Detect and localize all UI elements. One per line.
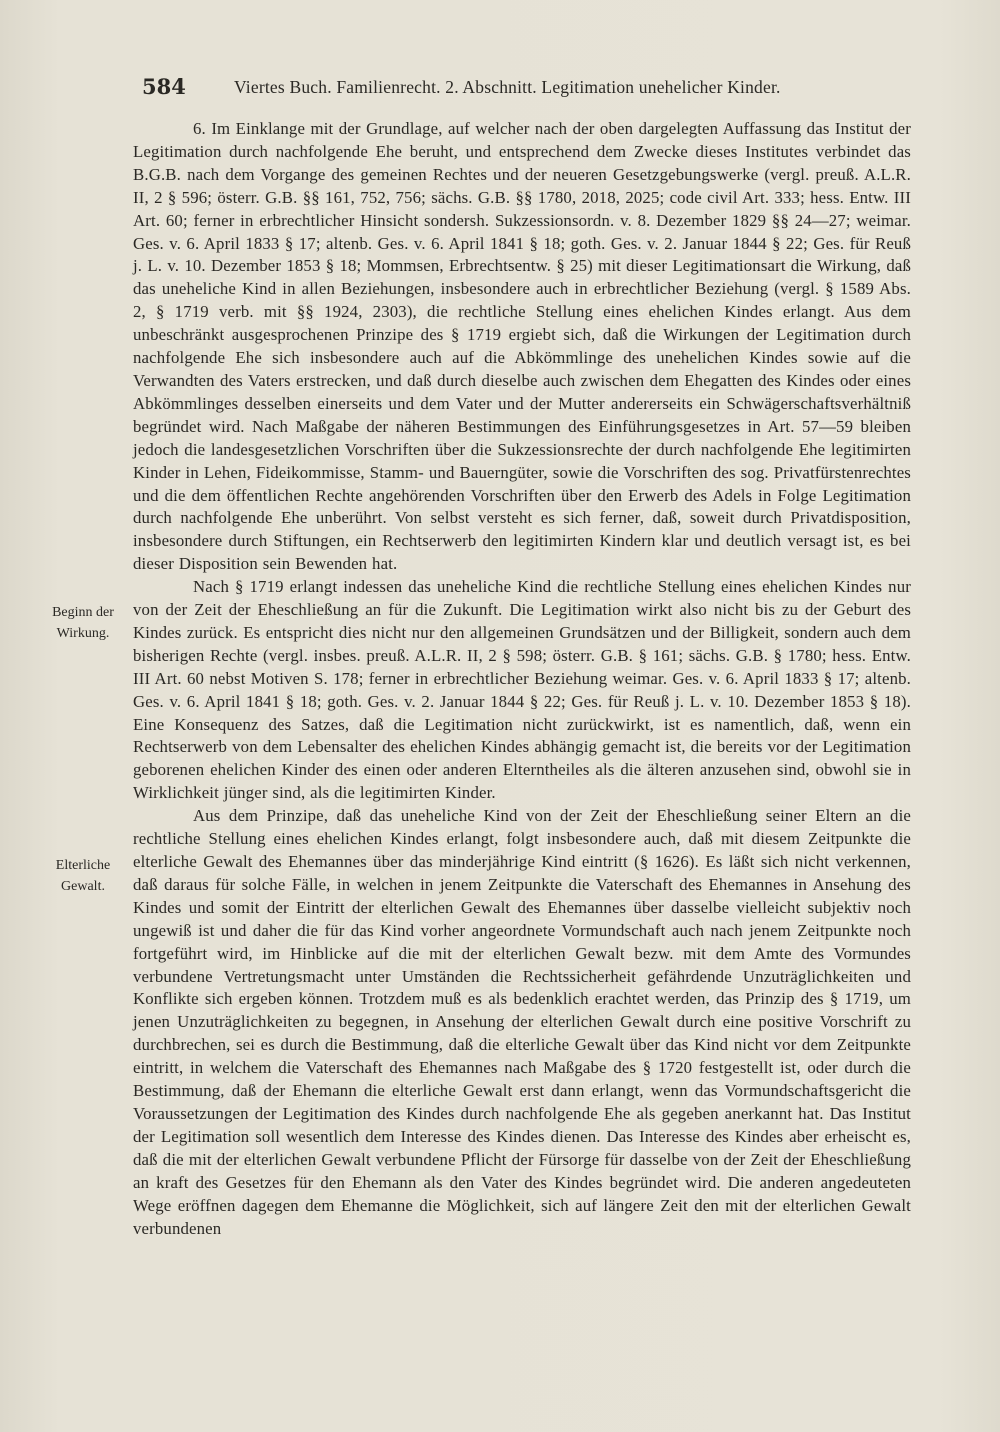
margin-note-beginn-der-wirkung: Beginn der Wirkung.	[52, 605, 114, 641]
margin-note-elterliche-gewalt: Elterliche Gewalt.	[55, 858, 111, 894]
paragraph-beginning-of-effect: Nach § 1719 erlangt indessen das uneheliche Kind die rechtliche Stellung eines ehelichen Kindes nur von der Zeit der Eheschließung an für die Zukunft. Die Legitimation wirkt also nicht bis zu der Geburt des Kindes zurück. Es entspricht dies nicht nur den allgemeinen Grundsätzen und der Billigkeit, sondern auch dem bisherigen Rechte (vergl. insbes. preuß. A.L.R. II, 2 § 598; österr. G.B. § 161; sächs. G.B. § 1780; hess. Entw. III Art. 60 nebst Motiven S. 178; ferner in erbrechtlicher Beziehung weimar. Ges. v. 6. April 1833 § 17; altenb. Ges. v. 6. April 1841 § 18; goth. Ges. v. 2. Januar 1844 § 22; Ges. für Reuß j. L. v. 10. Dezember 1853 § 18). Eine Konsequenz des Satzes, daß die Legitimation nicht zurückwirkt, ist es namentlich, daß, wenn ein Rechtserwerb von dem Lebensalter des ehelichen Kindes abhängig gemacht ist, die bereits vor der Legitimation geborenen ehelichen Kinder des einen oder anderen Elterntheiles als die älteren anzusehen sind, obwohl sie in Wirklichkeit jünger sind, als die legitimirten Kinder.	[133, 577, 911, 803]
paragraph-parental-authority: Aus dem Prinzipe, daß das uneheliche Kind von der Zeit der Eheschließung seiner Eltern an die rechtliche Stellung eines ehelichen Kindes erlangt, folgt insbesondere auch, daß mit diesem Zeitpunkte die elterliche Gewalt des Ehemannes über das minderjährige Kind eintritt (§ 1626). Es läßt sich nicht verkennen, daß daraus für solche Fälle, in welchen in jenem Zeitpunkte die Vaterschaft des Ehemannes in Ansehung des Kindes und somit der Eintritt der elterlichen Gewalt des Ehemannes über dasselbe vielleicht subjektiv noch ungewiß ist und daher die für das Kind vorher angeordnete Vormundschaft auch nach jenem Zeitpunkte noch fortgeführt wird, im Hinblicke auf die mit der elterlichen Gewalt bezw. mit dem Amte des Vormundes verbundene Vertretungsmacht unter Umständen die Rechtssicherheit gefährdende Unzuträglichkeiten und Konflikte sich ergeben können. Trotzdem muß es als bedenklich erachtet werden, das Prinzip des § 1719, um jenen Unzuträglichkeiten zu begegnen, in Ansehung der elterlichen Gewalt durch eine positive Vorschrift zu durchbrechen, sei es durch die Bestimmung, daß die elterliche Gewalt über das Kind nicht vor dem Zeitpunkte eintritt, in welchem die Vaterschaft des Ehemannes nach Maßgabe des § 1720 festgestellt ist, oder durch die Bestimmung, daß der Ehemann die elterliche Gewalt erst dann erlangt, wenn das Vormundschaftsgericht die Voraussetzungen der Legitimation des Kindes durch nachfolgende Ehe als gegeben anerkannt hat. Das Institut der Legitimation soll wesentlich dem Interesse des Kindes dienen. Das Interesse des Kindes aber erheischt es, daß die mit der elterlichen Gewalt verbundene Pflicht der Fürsorge für dasselbe von der Zeit der Eheschließung an kraft des Gesetzes für den Ehemann als den Vater des Kindes begründet wird. Die anderen angedeuteten Wege eröffnen dagegen dem Ehemanne die Möglichkeit, sich auf längere Zeit den mit der elterlichen Gewalt verbundenen	[133, 806, 911, 1238]
page-header	[142, 74, 842, 104]
paragraph-legitimation-effects: 6. Im Einklange mit der Grundlage, auf welcher nach der oben dargelegten Auffassung das Institut der Legitimation durch nachfolgende Ehe beruht, und entsprechend dem Zwecke dieses Institutes verbindet das B.G.B. nach dem Vorgange des gemeinen Rechtes und der neueren Gesetzgebungswerke (vergl. preuß. A.L.R. II, 2 § 596; österr. G.B. §§ 161, 752, 756; sächs. G.B. §§ 1780, 2018, 2025; code civil Art. 333; hess. Entw. III Art. 60; ferner in erbrechtlicher Hinsicht sondersh. Sukzessionsordn. v. 8. Dezember 1829 §§ 24—27; weimar. Ges. v. 6. April 1833 § 17; altenb. Ges. v. 6. April 1841 § 18; goth. Ges. v. 2. Januar 1844 § 22; Ges. für Reuß j. L. v. 10. Dezember 1853 § 18; Mommsen, Erbrechtsentw. § 25) mit dieser Legitimationsart die Wirkung, daß das uneheliche Kind in allen Beziehungen, insbesondere auch in erbrechtlicher Beziehung (vergl. § 1589 Abs. 2, § 1719 verb. mit §§ 1924, 2303), die rechtliche Stellung eines ehelichen Kindes erlangt. Aus dem unbeschränkt ausgesprochenen Prinzipe des § 1719 ergiebt sich, daß die Wirkungen der Legitimation durch nachfolgende Ehe sich insbesondere auch auf die Abkömmlinge des unehelichen Kindes sowie auf die Verwandten des Vaters erstrecken, und daß durch dieselbe auch zwischen dem Ehegatten des Kindes oder eines Abkömmlinges desselben einerseits und dem Vater und der Mutter andererseits ein Schwägerschaftsverhältniß begründet wird. Nach Maßgabe der näheren Bestimmungen des Einführungsgesetzes in Art. 57—59 bleiben jedoch die landesgesetzlichen Vorschriften über die Sukzessionsrechte der durch nachfolgende Ehe legitimirten Kinder in Lehen, Fideikommisse, Stamm- und Bauerngüter, sowie die Vorschriften des sog. Privatfürstenrechtes und die dem öffentlichen Rechte angehörenden Vorschriften über den Erwerb des Adels in Folge Legitimation durch nachfolgende Ehe unberührt. Von selbst versteht es sich ferner, daß, soweit durch Privatdisposition, insbesondere durch Stiftungen, ein Rechtserwerb den legitimirten Kindern klar und deutlich versagt ist, es bei dieser Disposition sein Bewenden hat.	[133, 119, 911, 574]
page-number: 584	[142, 74, 186, 99]
body-text	[133, 118, 911, 1240]
running-head: Viertes Buch. Familienrecht. 2. Abschnitt. Legitimation unehelicher Kinder.	[234, 77, 781, 97]
